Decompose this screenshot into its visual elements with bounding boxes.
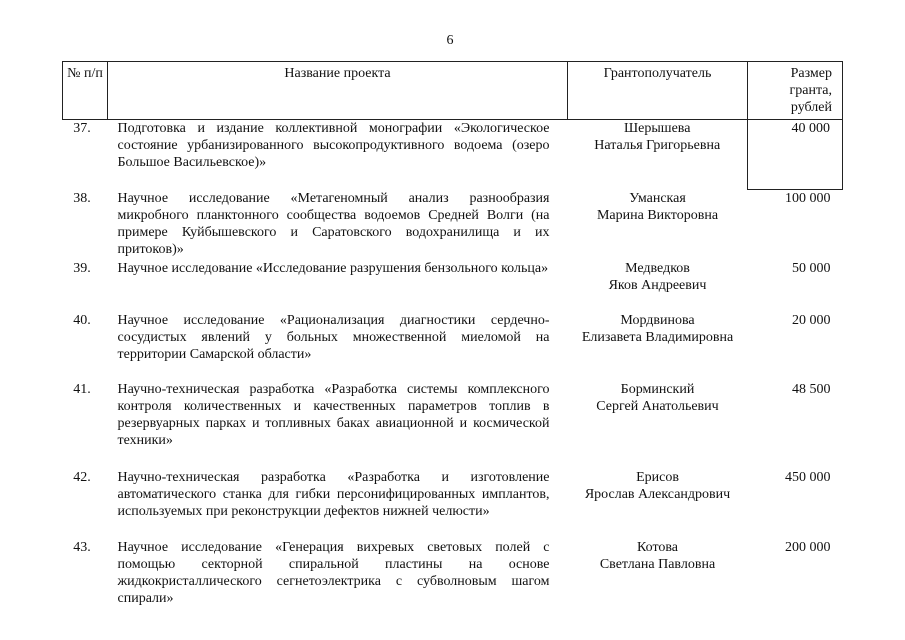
header-title: Название проекта <box>108 62 568 120</box>
row-amount: 20 000 <box>792 312 831 328</box>
row-title: Научное исследование «Генерация вихревых световых полей с помощью секторной спиральной пластины на основе жидкокристаллического сегнетоэлектрика с субволновым шагом спирали» <box>117 539 550 606</box>
row-title: Научное исследование «Метагеномный анализ разнообразия микробного планктонного сообщества водоемов Средней Волги (на примере Куйбышевского и Саратовского водохранилища и их притоков)» <box>117 190 550 257</box>
row-person <box>568 260 748 312</box>
row-title: Подготовка и издание коллективной монографии «Экологическое состояние урбанизированного высокопродуктивного водоема (озеро Большое Васильевское)» <box>117 121 550 170</box>
row-name: Ярослав Александрович <box>584 486 731 502</box>
row-title: Научно-техническая разработка «Разработка системы комплексного контроля количественных и качественных параметров топлив в резервуарных парках и топливных баках авиационной и космической техники» <box>117 381 550 448</box>
row-name: Сергей Анатольевич <box>596 398 719 414</box>
row-num: 42. <box>73 469 91 485</box>
row-title: Научное исследование «Рационализация диагностики сердечно-сосудистых явлений у больных множественной миеломой на территории Самарской области» <box>117 312 550 362</box>
row-person <box>568 120 748 190</box>
row-amount: 48 500 <box>792 381 831 397</box>
row-surname: Котова <box>636 539 679 555</box>
row-title: Научно-техническая разработка «Разработка и изготовление автоматического станка для гибки персонифицированных имплантов, используемых при реконструкции дефектов нижней челюсти» <box>117 469 550 519</box>
row-surname: Борминский <box>620 381 695 397</box>
table-row <box>63 381 843 469</box>
row-num: 39. <box>73 260 91 276</box>
table-row <box>63 312 843 381</box>
row-name: Светлана Павловна <box>599 556 716 572</box>
row-person <box>568 539 748 607</box>
page-number: 6 <box>446 33 454 48</box>
row-person <box>568 381 748 469</box>
row-surname: Шерышева <box>624 121 691 136</box>
header-person: Грантополучатель <box>568 62 748 120</box>
row-amount: 50 000 <box>792 260 831 276</box>
row-name: Наталья Григорьевна <box>594 138 721 153</box>
row-num: 40. <box>73 312 91 328</box>
row-num: 38. <box>73 190 91 206</box>
row-num: 43. <box>73 539 91 555</box>
table-row <box>63 120 843 190</box>
row-surname: Мордвинова <box>620 312 695 328</box>
row-amount: 40 000 <box>748 120 843 190</box>
header-num: № п/п <box>63 62 108 120</box>
row-amount: 450 000 <box>785 469 831 485</box>
row-amount: 200 000 <box>785 539 831 555</box>
row-title: Научное исследование «Исследование разрушения бензольного кольца» <box>117 260 549 276</box>
table-row <box>63 539 843 607</box>
table-row <box>63 190 843 260</box>
row-person <box>568 312 748 381</box>
row-num: 41. <box>73 381 91 397</box>
header-amount: Размер гранта, рублей <box>748 62 843 120</box>
row-amount: 100 000 <box>785 191 831 206</box>
row-surname: Уманская <box>629 190 686 206</box>
row-person <box>568 469 748 539</box>
row-name: Елизавета Владимировна <box>581 329 734 345</box>
grants-table <box>62 61 843 607</box>
table-row <box>63 260 843 312</box>
row-name: Яков Андреевич <box>608 277 707 293</box>
row-surname: Ерисов <box>636 469 679 485</box>
table-header-row <box>63 62 843 120</box>
table-row <box>63 469 843 539</box>
row-surname: Медведков <box>625 260 690 276</box>
row-name: Марина Викторовна <box>596 207 719 223</box>
row-person <box>568 190 748 260</box>
row-num: 37. <box>73 121 91 136</box>
